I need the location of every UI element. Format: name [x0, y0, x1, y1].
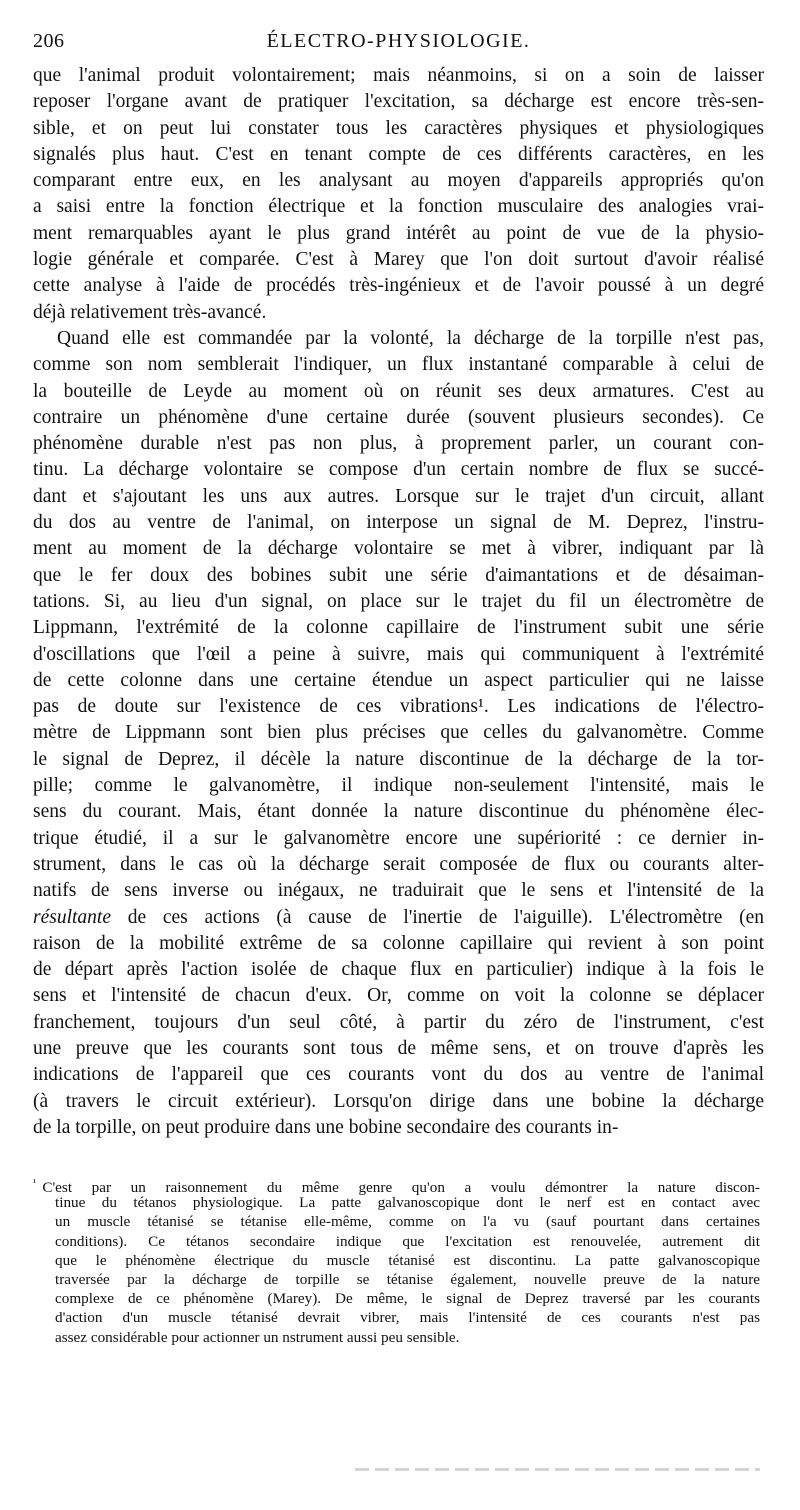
footnote-line: $^{^1}$ C'est par un raisonnement du même genre qu'on a voulu démontrer la nature discon-: [33, 1177, 760, 1196]
text-line: la bouteille de Leyde au moment où on réunit ses deux armatures. C'est au: [33, 380, 764, 402]
text-line: contraire un phénomène d'une certaine durée (souvent plusieurs secondes). Ce: [33, 406, 764, 428]
text-line: reposer l'organe avant de pratiquer l'excitation, sa décharge est encore très-sen-: [33, 91, 764, 113]
text-line: comparant entre eux, en les analysant au moyen d'appareils appropriés qu'on: [33, 170, 764, 192]
text-line: résultante de ces actions (à cause de l'inertie de l'aiguille). L'électromètre (en: [33, 906, 764, 928]
text-line: ment remarquables ayant le plus grand intérêt au point de vue de la physio-: [33, 222, 764, 244]
text-line: cette analyse à l'aide de procédés très-ingénieux et de l'avoir poussé à un degré: [33, 275, 764, 297]
footnote-marker: ¹: [33, 1177, 37, 1189]
text-line: (à travers le circuit extérieur). Lorsqu'on dirige dans une bobine la décharge: [33, 1090, 764, 1112]
text-line: dant et s'ajoutant les uns aux autres. Lorsque sur le trajet d'un circuit, allant: [33, 485, 764, 507]
body-text: [33, 63, 764, 1141]
footnote-line: complexe de ce phénomène (Marey). De même, le signal de Deprez traversé par les courants: [55, 1290, 760, 1308]
footnote-line: traversée par la décharge de torpille se tétanise également, nouvelle preuve de la nature: [55, 1270, 760, 1288]
text-line: natifs de sens inverse ou inégaux, ne traduirait que le sens et l'intensité de la: [33, 880, 764, 902]
text-line: phénomène durable n'est pas non plus, à proprement parler, un courant con-: [33, 433, 764, 455]
text-line: franchement, toujours d'un seul côté, à partir du zéro de l'instrument, c'est: [33, 1011, 764, 1033]
text-line: que l'animal produit volontairement; mais néanmoins, si on a soin de laisser: [33, 65, 764, 86]
footnote-line: assez considérable pour actionner un nstrument aussi peu sensible.: [55, 1328, 460, 1346]
text-line: tations. Si, au lieu d'un signal, on place sur le trajet du fil un électromètre de: [33, 590, 764, 612]
text-line: tinu. La décharge volontaire se compose d'un certain nombre de flux se succé-: [33, 459, 764, 481]
footnote-line: d'action d'un muscle tétanisé devrait vibrer, mais l'intensité de ces courants n'est pas: [55, 1309, 760, 1327]
text-line: sible, et on peut lui constater tous les caractères physiques et physiologiques: [33, 117, 764, 139]
text-line: du dos au ventre de l'animal, on interpose un signal de M. Deprez, l'instru-: [33, 512, 764, 534]
text-line: pas de doute sur l'existence de ces vibrations¹. Les indications de l'électro-: [33, 696, 764, 718]
text-line: sens du courant. Mais, étant donnée la nature discontinue du phénomène élec-: [33, 801, 764, 823]
text-line: mètre de Lippmann sont bien plus précises que celles du galvanomètre. Comme: [33, 722, 764, 744]
text-line: que le fer doux des bobines subit une série d'aimantations et de désaiman-: [33, 564, 764, 586]
text-line: d'oscillations que l'œil a peine à suivre, mais qui communiquent à l'extrémité: [33, 643, 764, 665]
footnote-line: que le phénomène électrique du muscle tétanisé est discontinu. La patte galvanoscopique: [55, 1251, 760, 1269]
bleed-through-mark: [355, 1468, 760, 1471]
text-line: logie générale et comparée. C'est à Marey que l'on doit surtout d'avoir réalisé: [33, 249, 764, 271]
text-line: indications de l'appareil que ces courants vont du dos au ventre de l'animal: [33, 1064, 764, 1086]
text-line: pille; comme le galvanomètre, il indique non-seulement l'intensité, mais le: [33, 775, 764, 797]
text-line: sens et l'intensité de chacun d'eux. Or, comme on voit la colonne se déplacer: [33, 985, 764, 1007]
page-header: [33, 30, 764, 58]
text-line: déjà relativement très-avancé.: [33, 301, 267, 323]
text-line: ment au moment de la décharge volontaire se met à vibrer, indiquant par là: [33, 538, 764, 560]
text-line: Quand elle est commandée par la volonté, la décharge de la torpille n'est pas,: [57, 327, 764, 349]
text-line: de la torpille, on peut produire dans une bobine secondaire des courants in-: [33, 1116, 619, 1138]
text-line: comme son nom semblerait l'indiquer, un flux instantané comparable à celui de: [33, 354, 764, 376]
text-line: le signal de Deprez, il décèle la nature discontinue de la décharge de la tor-: [33, 748, 764, 770]
footnote-line: conditions). Ce tétanos secondaire indique que l'excitation est renouvelée, autrement dit: [55, 1232, 760, 1250]
text-line: une preuve que les courants sont tous de même sens, et on trouve d'après les: [33, 1037, 764, 1059]
page-number: 206: [33, 30, 65, 52]
text-line: signalés plus haut. C'est en tenant compte de ces différents caractères, en les: [33, 143, 764, 165]
text-line: de cette colonne dans une certaine étendue un aspect particulier qui ne laisse: [33, 669, 764, 691]
footnote-line: tinue du tétanos physiologique. La patte galvanoscopique dont le nerf est en contact avec: [55, 1194, 760, 1212]
running-title: ÉLECTRO-PHYSIOLOGIE.: [266, 30, 531, 52]
footnote: [33, 1174, 760, 1347]
text-line: trique étudié, il a sur le galvanomètre encore une supériorité : ce dernier in-: [33, 827, 764, 849]
footnote-line: un muscle tétanisé se tétanise elle-même, comme on l'a vu (sauf pourtant dans certaines: [55, 1213, 760, 1231]
text-line: a saisi entre la fonction électrique et la fonction musculaire des analogies vrai-: [33, 196, 764, 218]
text-line: Lippmann, l'extrémité de la colonne capillaire de l'instrument subit une série: [33, 617, 764, 639]
text-line: strument, dans le cas où la décharge serait composée de flux ou courants alter-: [33, 853, 764, 875]
text-line: raison de la mobilité extrême de sa colonne capillaire qui revient à son point: [33, 932, 764, 954]
text-line: de départ après l'action isolée de chaque flux en particulier) indique à la fois le: [33, 959, 764, 981]
